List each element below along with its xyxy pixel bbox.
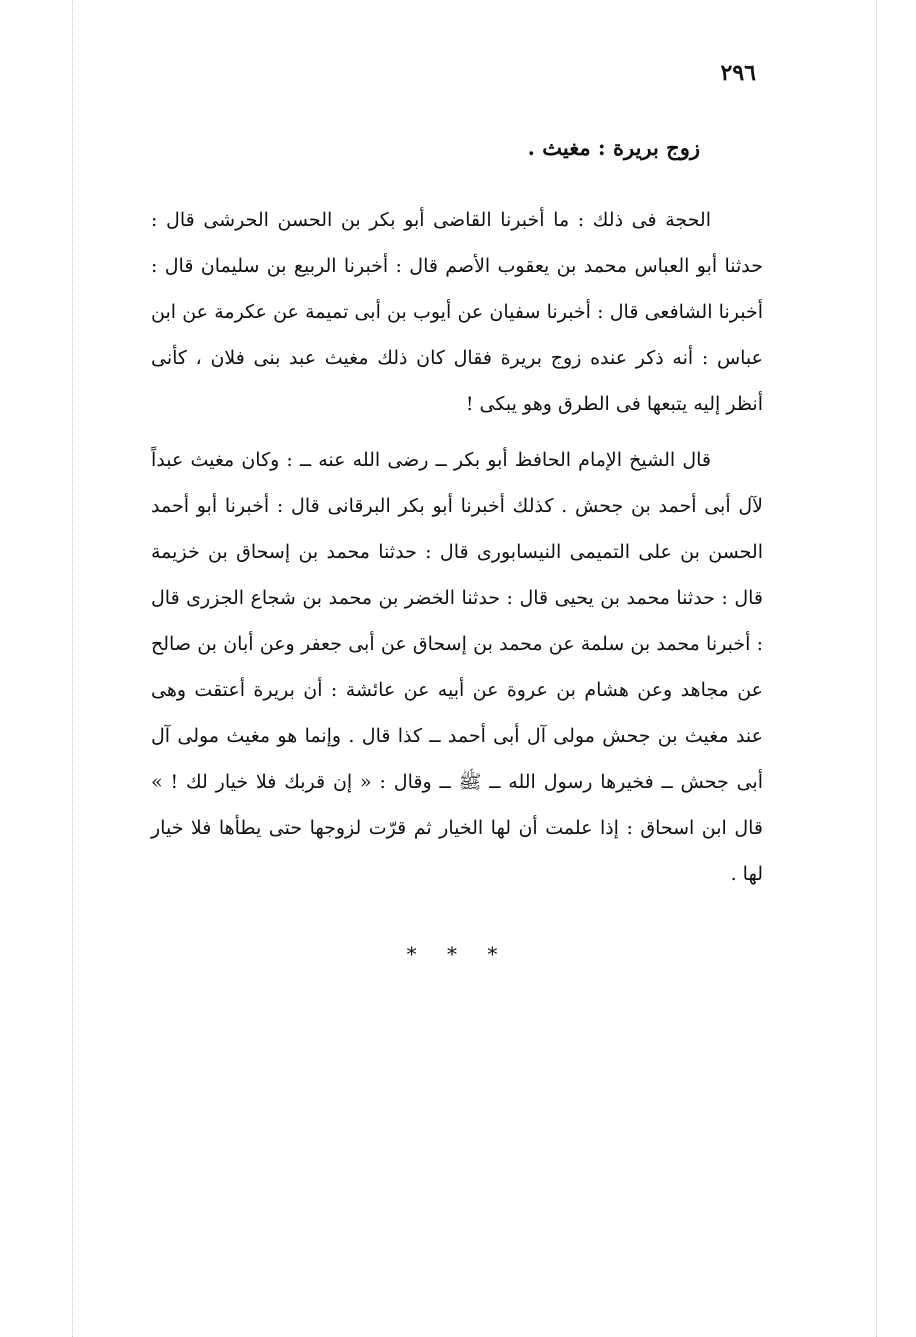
scan-edge-right bbox=[876, 0, 878, 1337]
paragraph-sheikh: قال الشيخ الإمام الحافظ أبو بكر ــ رضى الله عنه ــ : وكان مغيث عبداً لآل أبى أحمد بن جحش . كذلك أخبرنا أبو بكر البرقانى قال : أخبرنا أبو أحمد الحسن بن على التميمى النيسابورى قال : حدثنا محمد بن إسحاق بن خزيمة قال : حدثنا محمد بن يحيى قال : حدثنا الخضر بن محمد بن شجاع الجزرى قال : أخبرنا محمد بن سلمة عن محمد بن إسحاق عن أبى جعفر وعن أبان بن صالح عن مجاهد وعن هشام بن عروة عن أبيه عن عائشة : أن بريرة أعتقت وهى عند مغيث بن جحش مولى آل أبى أحمد ــ كذا قال . وإنما هو مغيث مولى آل أبى جحش ــ فخيرها رسول الله ــ ﷺ ــ وقال : « إن قربك فلا خيار لك ! » قال ابن اسحاق : إذا علمت أن لها الخيار ثم قرّت لزوجها حتى يطأها فلا خيار لها . bbox=[151, 449, 763, 885]
scan-edge-left bbox=[72, 0, 74, 1337]
page-number: ٢٩٦ bbox=[720, 60, 756, 86]
section-separator: * * * bbox=[406, 942, 510, 966]
section-heading: زوج بريرة : مغيث . bbox=[527, 135, 700, 160]
paragraph-hujja: الحجة فى ذلك : ما أخبرنا القاضى أبو بكر بن الحسن الحرشى قال : حدثنا أبو العباس محمد بن يعقوب الأصم قال : أخبرنا الربيع بن سليمان قال : أخبرنا الشافعى قال : أخبرنا سفيان عن أيوب بن أبى تميمة عن عكرمة عن ابن عباس : أنه ذكر عنده زوج بريرة فقال كان ذلك مغيث عبد بنى فلان ، كأنى أنظر إليه يتبعها فى الطرق وهو يبكى ! bbox=[151, 209, 763, 415]
